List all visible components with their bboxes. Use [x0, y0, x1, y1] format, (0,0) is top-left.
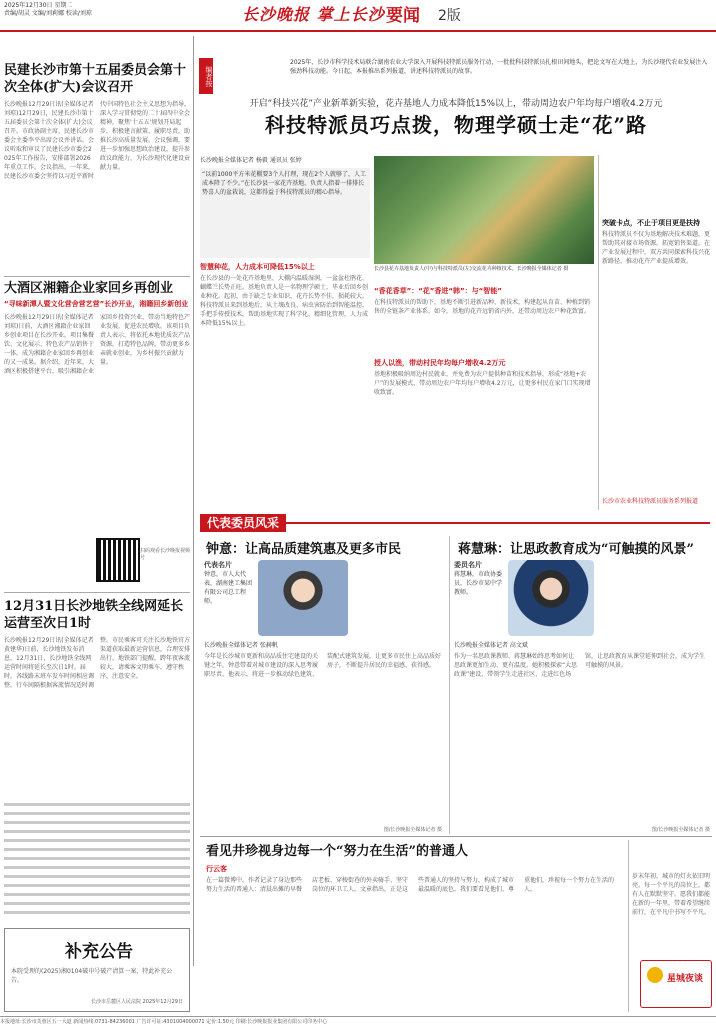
column-logo [640, 960, 712, 1008]
rep-bio-card [454, 560, 504, 597]
lead-body-a: 在长沙县的一处花卉基地里，大棚内温暖湿润，一盆盆杜鹃花、蝴蝶兰长势正旺。基地负责人是一名物理学硕士，毕业后回乡创业种花。起初，由于缺乏专业知识，花卉长势不佳，损耗较大。科技特派员来到基地后，从土壤改良、病虫害防治到智能温控，手把手传授技术，帮助基地实现了科学化、精细化管理，人力成本降低15%以上。 [200, 275, 369, 327]
rep-bio-card [204, 560, 254, 606]
qr-code-icon [98, 540, 138, 580]
photo-caption: 长沙县花卉基地负责人(中)与科技特派员(左)交流花卉种植技术。长沙晚报全媒体记者 摄 [374, 266, 569, 272]
rep-body: 今年是长沙城市更新和高品质住宅建设的关键之年，钟意带着对城市建设的深入思考履职尽责。他表示，将进一步推动绿色建筑、装配式建筑发展，让更多市民住上高品质好房子，不断提升居民的幸福感、获得感。 [204, 653, 442, 678]
masthead [0, 0, 716, 34]
subhead-3: 授人以渔，带动村民年均每户增收4.2万元 [374, 359, 506, 367]
rep-body: 作为一名思政课教师，蒋慧琳始终思考如何让思政课更加生动、更有温度。她积极探索“大思政课”建设，带领学生走进社区、走进红色场馆，让思政教育从课堂延伸到社会，成为学生可触摸的风景。 [454, 653, 706, 678]
rep-title: 钟意：让高品质建筑惠及更多市民 [206, 542, 402, 557]
column-rule [449, 536, 450, 834]
rep-portrait [258, 560, 348, 636]
bottom-story-title: 看见井珍视身边每一个“努力在生活”的普通人 [206, 844, 468, 859]
right-column-body: 岁末年初，城市的灯火依旧明亮。每一个平凡的岗位上，都有人在默默坚守。愿我们都能在新的一年里，带着希望继续前行，在平凡中书写不平凡。 [632, 873, 711, 916]
divider [200, 836, 712, 837]
article-subtitle: “寻味新潭人暨文化营舍营艺营”长沙开业，湘籍回乡新创业 [4, 300, 189, 308]
lead-pretitle: 开启“科技兴花”产业新革新实验，花卉基地人力成本降低15%以上，带动周边农户年均每户增收4.2万元 [249, 99, 663, 109]
sidebar-body: 科技特派员不仅为基地解决技术难题，更帮助其对接市场资源，拓宽销售渠道。在产业发展过程中，双方共同探索科技兴花新路径，推动花卉产业提质增效。 [602, 231, 710, 265]
article-title: 12月31日长沙地铁全线网延长运营至次日1时 [4, 599, 184, 631]
notice-footer: 长沙市岳麓区人民法院 2025年12月29日 [90, 999, 183, 1005]
column-rule [598, 155, 599, 510]
subhead-2: “香花香草”：“花”香进“韩”：与“智能” [374, 287, 502, 295]
column-logo-label: 星城夜谈 [667, 974, 704, 984]
editor-note-label: 编者按 [199, 58, 213, 94]
series-source: 长沙市农业科技特派员服务系列报道 [602, 498, 699, 505]
column-rule [193, 36, 194, 966]
column-rule [628, 840, 629, 1012]
page-number: 2版 [438, 8, 461, 24]
bio-text: 蒋慧琳，市政协委员，长沙市某中学教师。 [454, 571, 503, 596]
qr-caption: 扫码观看长沙晚报视频号 [140, 548, 191, 561]
rep-photo-credit: 图/长沙晚报全媒体记者 摄 [651, 827, 710, 833]
date-line: 2025年12月30日 星期二 [4, 2, 73, 9]
masthead-rule [0, 30, 716, 32]
lead-quote: “以前1000平方米花棚要3个人打理，现在2个人就够了，人工成本降了不少。”在长沙县一家花卉基地，负责人指着一排排长势喜人的盆栽说，这都得益于科技特派员的精心指导。 [200, 168, 370, 258]
left-article-3 [4, 598, 190, 826]
subhead-1: 智慧种花，人力成本可降低15%以上 [200, 263, 315, 271]
notice-box [4, 928, 190, 1012]
notice-body: 本院受理的(2025)湘0104破申号破产清算一案，特此补充公告。 [11, 968, 173, 984]
lead-title: 科技特派员巧点拨，物理学硕士走“花”路 [264, 113, 647, 137]
flower-base-photo [374, 156, 594, 264]
page-footer: 本报地址:长沙市芙蓉区五一大道 新闻热线:0731-84236001 广告许可证:4301004000071 定价:1.50元 印刷:长沙晚报报业集团有限公司印务中心 [0, 1016, 716, 1029]
article-body: 长沙晚报12月29日讯(全媒体记者 刘琼)12月29日，民建长沙市第十五届委员会第十次全体(扩大)会议召开。市政协副主席、民建长沙市委会主委李平出席会议并讲话。会议听取和审议了民建长沙市委会2025年工作报告，安排部署2026年重点工作。会议指出，一年来，民建长沙市委会坚持以习近平新时代中国特色社会主义思想为指导，深入学习贯彻党的二十届四中全会精神，聚焦'十五五'规划开局起步，积极建言献策、履职尽责，助推长沙高质量发展。会议强调，要进一步加强思想政治建设，提升参政议政能力，为长沙现代化建设贡献力量。 [4, 101, 190, 180]
bio-text: 钟意，市人大代表，湖南建工集团有限公司总工程师。 [204, 571, 253, 605]
article-body: 长沙晚报12月29日讯(全媒体记者 黄建华)日前，长沙地铁发布消息，12月31日，长沙地铁全线网运营时间将延长至次日1时。届时，各线路末班车发车时间相应调整，行车间隔根据客流情况适时调整。市民乘客可关注长沙地铁官方渠道获取最新运营信息，合理安排出行。地铁部门提醒，跨年夜客流较大，请乘客文明乘车，遵守秩序，注意安全。 [4, 637, 190, 689]
masthead-date [4, 2, 124, 18]
article-body: 长沙晚报12月29日讯(全媒体记者 刘琼)日前，大酒区湘籍企业家回乡创业项目在长沙开业。项目集餐饮、文化展示、特色农产品销售于一体，成为湘籍企业家回乡再创业的又一成果。据介绍，近年来，大酒区积极搭建平台，吸引湘籍企业家回乡投资兴业，带动当地特色产业发展，促进农民增收。该项目负责人表示，将依托本地优质农产品资源，打造特色品牌，带动更多乡亲就业创业，为乡村振兴贡献力量。 [4, 314, 190, 375]
lead-byline: 长沙晚报全媒体记者 杨毅 通讯员 张婷 [200, 157, 302, 164]
article-title: 民建长沙市第十五届委员会第十次全体(扩大)会议召开 [4, 63, 187, 95]
article-title: 大酒区湘籍企业家回乡再创业 [4, 281, 174, 296]
section-banner: 代表委员风采 [200, 514, 286, 532]
bottom-story-kicker: 行云客 [206, 865, 227, 873]
rep-byline: 长沙晚报全媒体记者 高文斌 [454, 642, 528, 649]
section-name: 要闻 [386, 6, 420, 26]
bio-label: 委员名片 [454, 561, 482, 569]
section-rule [286, 522, 710, 524]
rep-title: 蒋慧琳：让思政教育成为“可触摸的风景” [458, 542, 694, 557]
rep-photo-credit: 图/长沙晚报全媒体记者 摄 [383, 827, 442, 833]
left-article-2 [4, 280, 190, 558]
divider [4, 276, 190, 277]
newspaper-logo: 长沙晚报 掌上长沙 [242, 5, 385, 24]
rep-byline: 长沙晚报全媒体记者 张赫帆 [204, 642, 278, 649]
divider [4, 592, 190, 593]
left-article-1 [4, 62, 190, 285]
bottom-story-body: 在一篇微博中，作者记录了身边那些努力生活的普通人：清晨出摊的早餐店老板、穿梭街巷的外卖骑手、坚守岗位的环卫工人。文章指出，正是这些普通人的坚持与努力，构成了城市最温暖的底色。我们要看见他们、尊重他们，珍视每一个努力在生活的人。 [206, 877, 615, 893]
sidebar-head: 突破卡点，不止于项目更是扶持 [602, 219, 700, 227]
editor-note: 2025年，长沙市科学技术局联合湖南农业大学深入开展科技特派员服务行动，一批批科技特派员扎根田间地头，把论文写在大地上，为长沙现代农业发展注入强劲科技动能。今日起，本报推出系列报道，讲述科技特派员的故事。 [290, 59, 708, 75]
rep-portrait [508, 560, 594, 636]
text-block-placeholder [4, 800, 190, 920]
lead-body-b: 在科技特派员的帮助下，基地不断引进新品种、新技术，构建起从育苗、种植到销售的全链条产业体系。如今，基地的花卉远销省内外，还带动周边农户种花致富。 [374, 299, 591, 315]
editor-line: 责编/胡灵 文编/刘莉娜 校读/刘琼 [4, 10, 92, 17]
bio-label: 代表名片 [204, 561, 232, 569]
notice-title: 补充公告 [65, 942, 133, 962]
lead-body-c: 基地积极吸纳周边村民就业，并免费为农户提供种苗和技术指导，形成“基地+农户”的发展模式，带动周边农户年均每户增收4.2万元，让更多村民在家门口实现增收致富。 [374, 371, 591, 396]
star-icon [647, 967, 663, 983]
